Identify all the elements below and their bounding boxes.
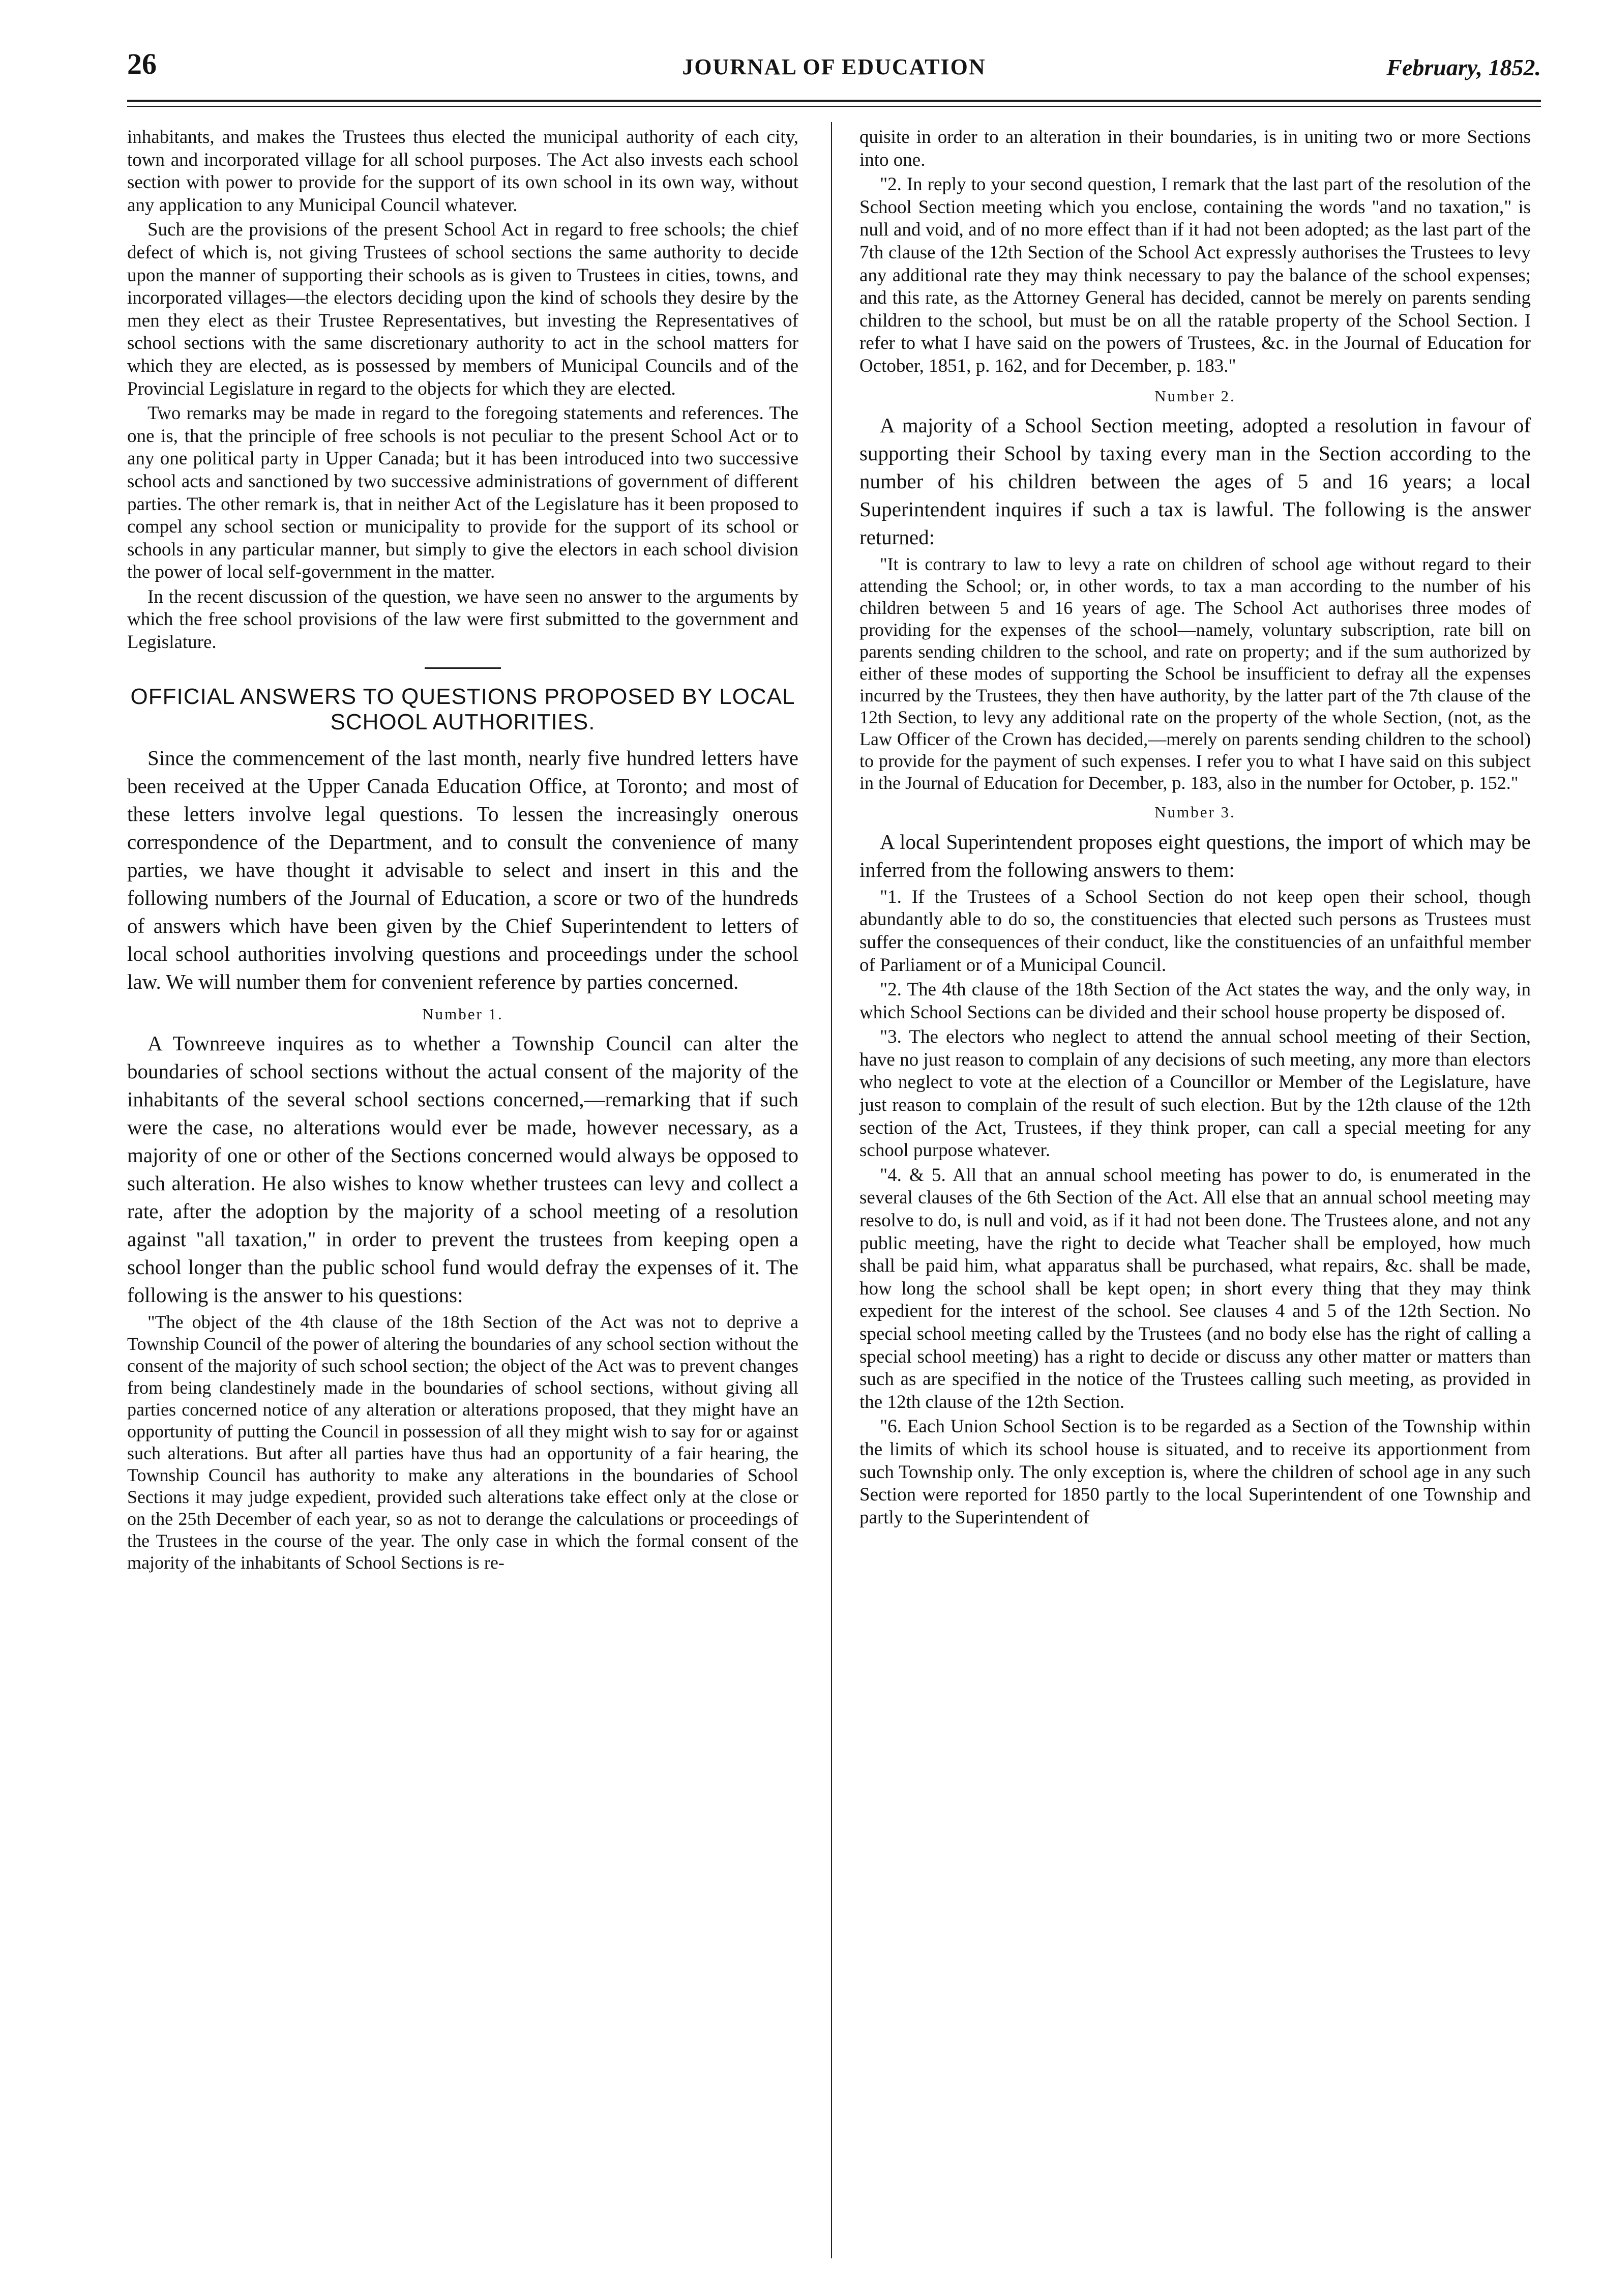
issue-date: February, 1852. <box>1386 54 1541 80</box>
answer-6: "6. Each Union School Section is to be regarded as a Section of the Township within the limits of which its school house is situated, and to receive its apportionment from such Township only. The only exception is, where the children of school age in any such Section were reported for 1850 partly to the local Superintendent of one Township and partly to the Superintendent of <box>859 1416 1531 1528</box>
paragraph: inhabitants, and makes the Trustees thus elected the municipal authority of each city, town and incorporated village for all school purposes. The Act also invests each school section with power to provide for the support of its own school in its own way, without any application to any Municipal Council whatever. <box>127 127 798 216</box>
section-title: OFFICIAL ANSWERS TO QUESTIONS PROPOSED BY LOCAL SCHOOL AUTHORITIES. <box>130 684 795 734</box>
answer-2: "2. The 4th clause of the 18th Section of the Act states the way, and the only way, in which School Sections can be divided and their school house property be disposed of. <box>859 979 1531 1023</box>
answer-1: "1. If the Trustees of a School Section do not keep open their school, though abundantly able to do so, the constituencies that elected such persons as Trustees must suffer the consequences of their conduct, like the constituencies of an unfaithful member of Parliament or of a Municipal Council. <box>859 886 1531 976</box>
number-1-heading: Number 1. <box>422 1005 503 1023</box>
number-1-question: A Townreeve inquires as to whether a Township Council can alter the boundaries of school sections without the actual consent of the majority of the inhabitants of the several school sections concerned,—remarking that if such were the case, no alterations would ever be made, however necessary, as a majority of one or other of the Sections concerned would always be opposed to such alteration. He also wishes to know whether trustees can levy and collect a rate, after the adoption by the majority of a school meeting of a resolution against "all taxation," in order to prevent the trustees from keeping open a school longer than the public school fund would defray the expenses of it. The following is the answer to his questions: <box>127 1032 798 1307</box>
number-3-heading: Number 3. <box>1154 803 1236 821</box>
answer-4-5: "4. & 5. All that an annual school meeting has power to do, is enumerated in the several clauses of the 6th Section of the Act. All else that an annual school meeting may resolve to do, is null and void, as if it had not been done. The Trustees alone, and not any public meeting, have the right to decide what Teacher shall be employed, how much shall be paid him, what apparatus shall be purchased, what repairs, &c. shall be made, how long the school shall be kept open; in short every thing that they may think expedient for the interest of the school. See clauses 4 and 5 of the 12th Section. No special school meeting called by the Trustees (and no body else has the right of calling a special school meeting) has a right to decide or discuss any other matter or matters than such as are specified in the notice of the Trustees calling such meeting, as provided in the 12th clause of the 12th Section. <box>859 1164 1531 1412</box>
number-2-heading: Number 2. <box>1154 387 1236 405</box>
paragraph: "2. In reply to your second question, I remark that the last part of the resolution of the School Section meeting which you enclose, containing the words "and no taxation," is null and void, and of no more effect than if it had not been adopted; as the last part of the 7th clause of the 12th Section of the School Act expressly authorises the Trustees to levy any additional rate they may think necessary to pay the balance of the school expenses; and this rate, as the Attorney General has decided, cannot be merely on parents sending children to the school, but must be on all the ratable property of the School Section. I refer to what I have said on the powers of Trustees, &c. in the Journal of Education for October, 1851, p. 162, and for December, p. 183." <box>859 174 1531 376</box>
section-separator <box>425 667 501 669</box>
intro-paragraph: Since the commencement of the last month, nearly five hundred letters have been received at the Upper Canada Education Office, at Toronto; and most of these letters involve legal questions. To lessen the increasingly onerous correspondence of the Department, and to consult the convenience of many parties, we have thought it advisable to select and insert in this and the following numbers of the Journal of Education, a score or two of the hundreds of answers which have been given by the Chief Superintendent to letters of local school authorities involving questions and proceedings under the school law. We will number them for convenient reference by parties concerned. <box>127 746 798 993</box>
number-2-answer: "It is contrary to law to levy a rate on children of school age without regard to their attending the School; or, in other words, to tax a man according to the number of his children between 5 and 16 years of age. The School Act authorises three modes of providing for the expenses of the school—namely, voluntary subscription, rate bill on parents sending children to the school, and rate on property; and if the sum authorized by either of these modes of supporting the School be insufficient to defray all the expenses incurred by the Trustees, they then have authority, by the latter part of the 7th clause of the 12th Section, to levy any additional rate on the property of the whole Section, (not, as the Law Officer of the Crown has decided,—merely on parents sending children to the school) to provide for the payment of such expenses. I refer you to what I have said on this subject in the Journal of Education for December, p. 183, also in the number for October, p. 152." <box>859 554 1531 793</box>
number-3-question: A local Superintendent proposes eight questions, the import of which may be inferred from the following answers to them: <box>859 830 1531 881</box>
journal-title: JOURNAL OF EDUCATION <box>682 54 986 79</box>
answer-3: "3. The electors who neglect to attend the annual school meeting of their Section, have no just reason to complain of any decisions of such meeting, any more than electors who neglect to vote at the election of a Councillor or Member of the Legislature, have just reason to complain of the result of such election. But by the 12th clause of the 12th section of the Act, Trustees, if they think proper, can call a special meeting for any school purpose whatever. <box>859 1026 1531 1161</box>
column-divider <box>831 122 832 2258</box>
page-number: 26 <box>127 47 157 80</box>
header-rule-thin <box>127 106 1541 107</box>
header-rule-thick <box>127 100 1541 102</box>
paragraph: Two remarks may be made in regard to the foregoing statements and references. The one is, that the principle of free schools is not peculiar to the present School Act or to any one political party in Upper Canada; but it has been introduced into two successive school acts and sanctioned by two successive administrations of government of different parties. The other remark is, that in neither Act of the Legislature has it been proposed to compel any school section or municipality to provide for the support of its school or schools in any particular manner, but simply to give the electors in each school division the power of local self-government in the matter. <box>127 403 798 583</box>
paragraph: Such are the provisions of the present School Act in regard to free schools; the chief defect of which is, not giving Trustees of school sections the same authority to decide upon the manner of supporting their schools as is given to Trustees in cities, towns, and incorporated villages—the electors deciding upon the kind of schools they desire by the men they elect as their Trustee Representatives, but investing the Representatives of school sections with the same discretionary authority to act in the school matters for which they are elected, as is possessed by members of Municipal Councils and of the Provincial Legislature in regard to the objects for which they are elected. <box>127 219 798 399</box>
number-1-answer: "The object of the 4th clause of the 18th Section of the Act was not to deprive a Township Council of the power of altering the boundaries of any school section without the consent of the majority of such school section; the object of the Act was to prevent changes from being clandestinely made in the boundaries of school sections, without giving all parties concerned notice of any alteration or alterations proposed, that they might have an opportunity of putting the Council in possession of all they might wish to say for or against such alterations. But after all parties have thus had an opportunity of a fair hearing, the Township Council has authority to make any alterations in the boundaries of School Sections it may judge expedient, provided such alterations take effect only at the close or on the 25th December of each year, so as not to derange the calculations or proceedings of the Trustees in the course of the year. The only case in which the formal consent of the majority of the inhabitants of School Sections is re- <box>127 1312 798 1573</box>
paragraph: In the recent discussion of the question, we have seen no answer to the arguments by which the free school provisions of the law were first submitted to the government and Legislature. <box>127 586 798 653</box>
right-column <box>859 126 1531 1531</box>
page-header <box>127 47 1541 82</box>
number-2-question: A majority of a School Section meeting, adopted a resolution in favour of supporting their School by taxing every man in the Section according to the number of his children between the ages of 5 and 16 years; a local Superintendent inquires if such a tax is lawful. The following is the answer returned: <box>859 414 1531 549</box>
left-column <box>127 126 798 1576</box>
paragraph: quisite in order to an alteration in their boundaries, is in uniting two or more Sections into one. <box>859 127 1531 170</box>
